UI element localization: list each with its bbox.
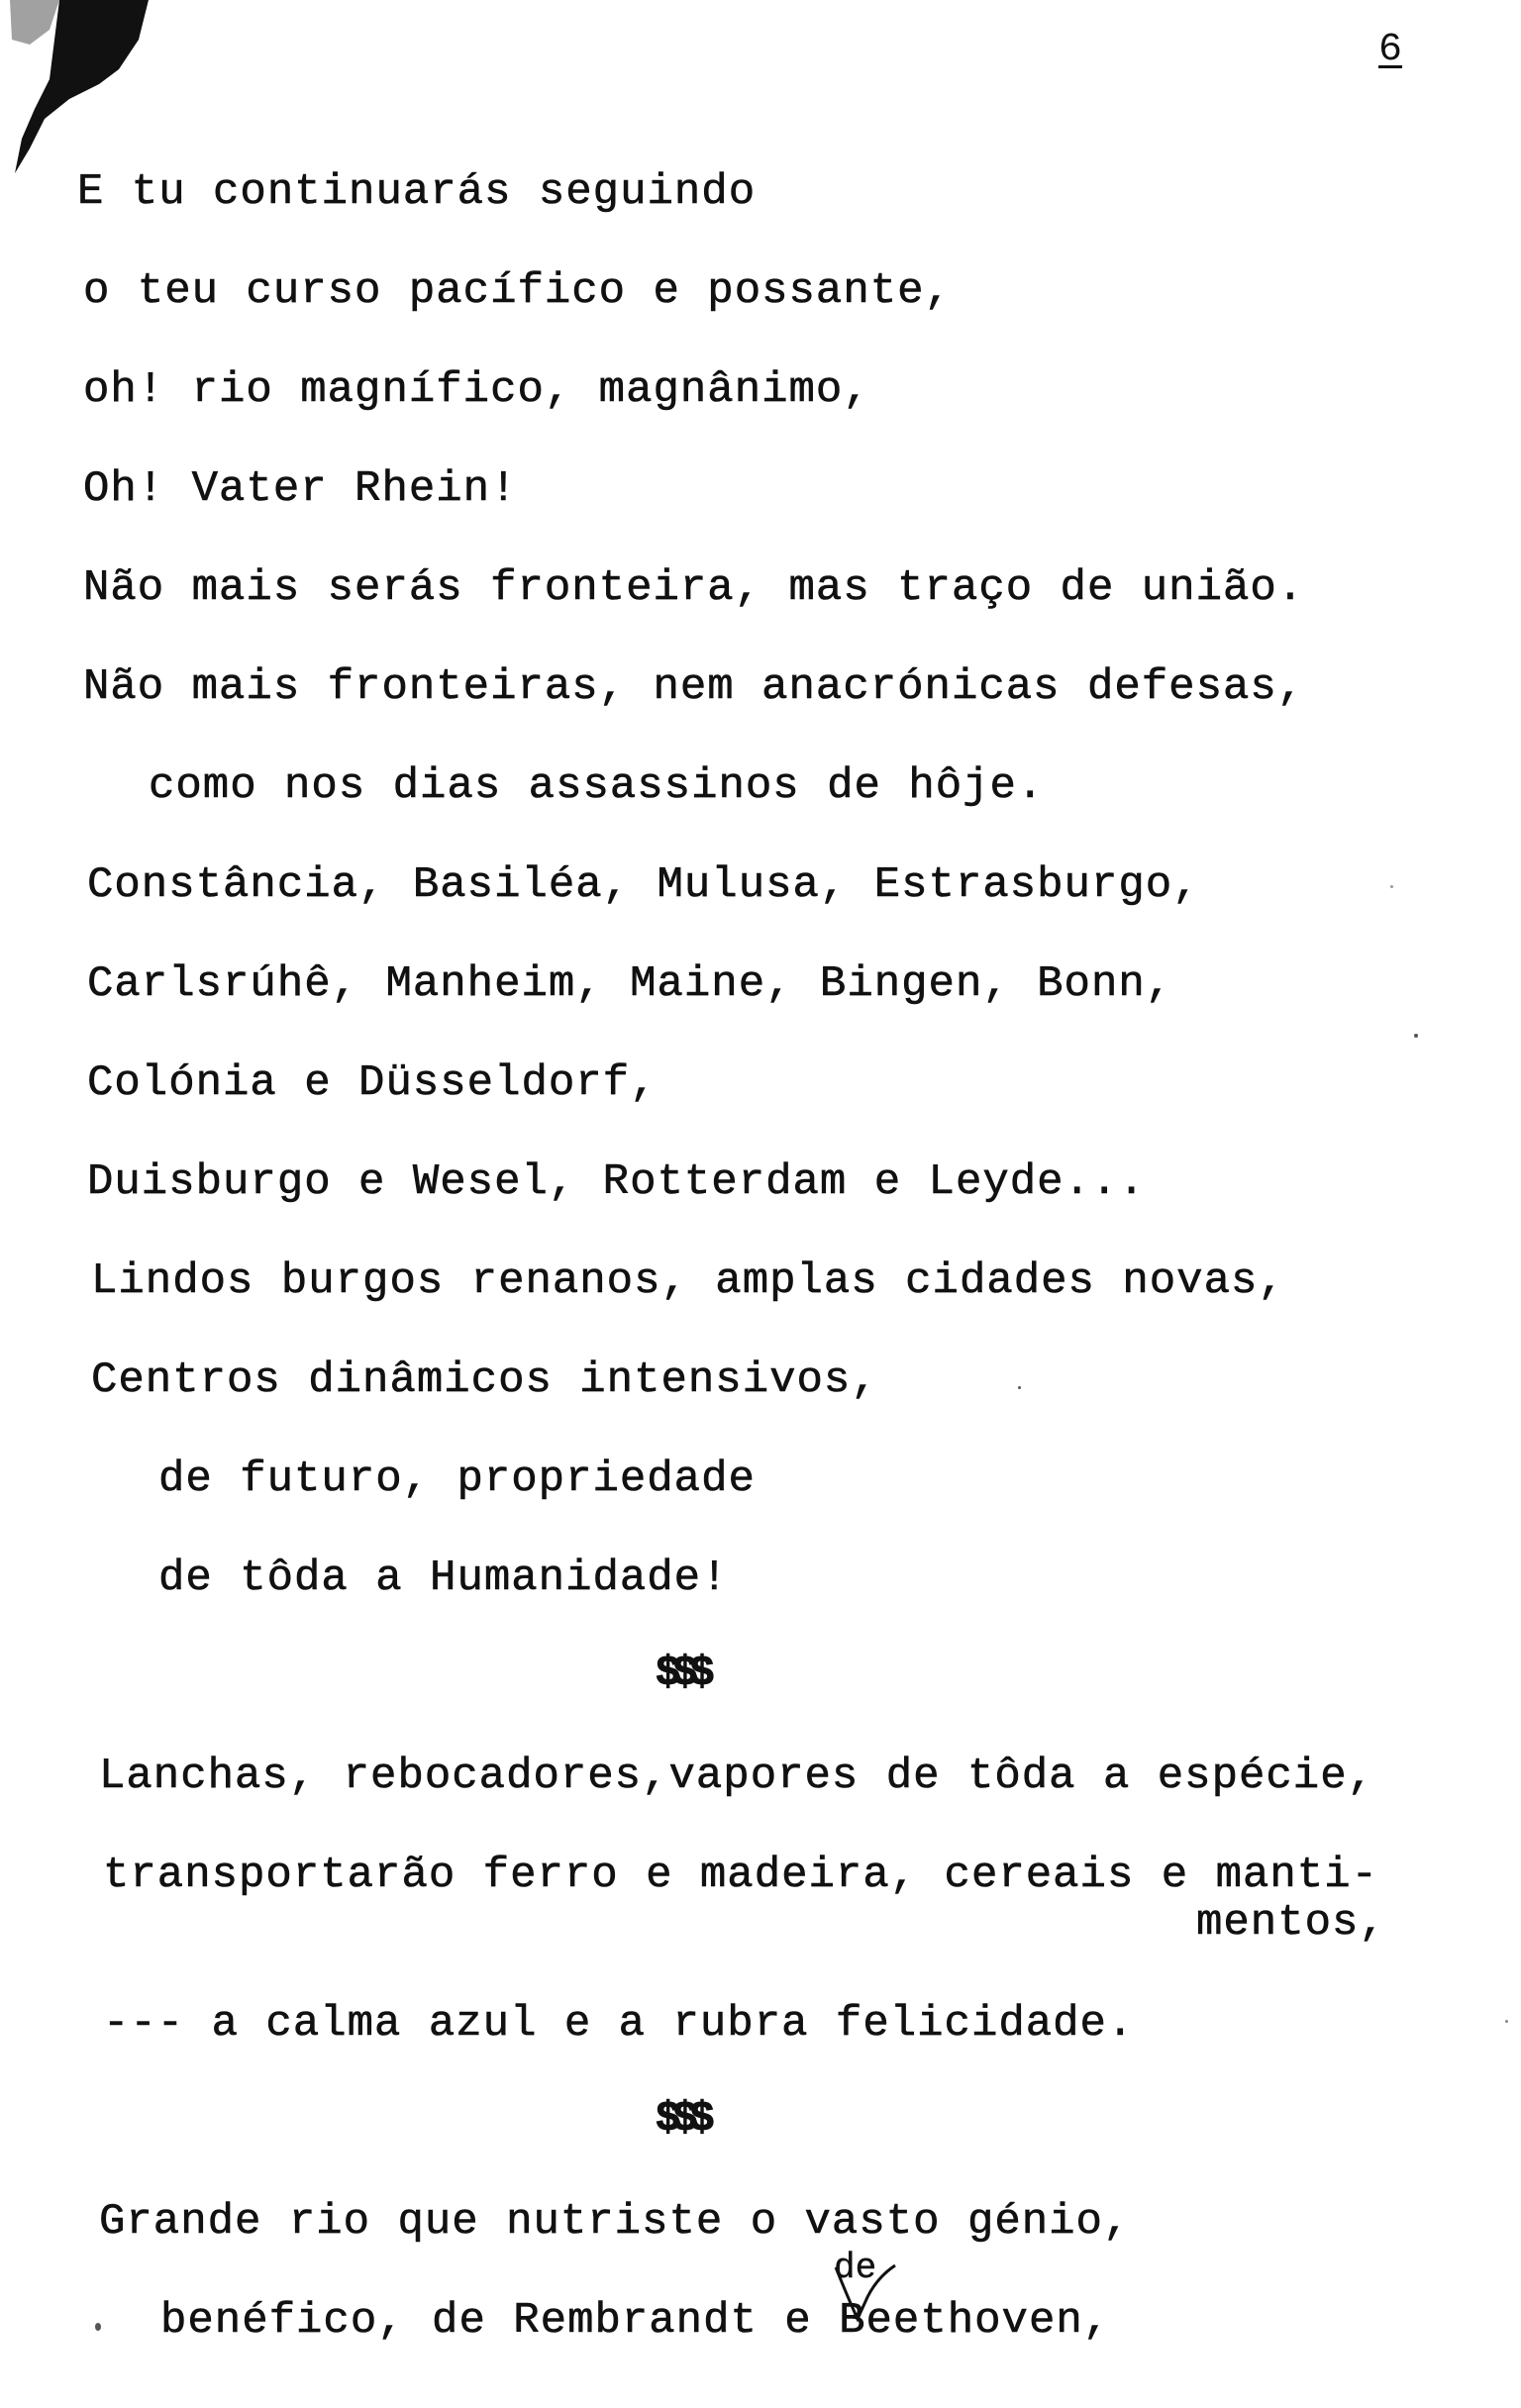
verse-line: Colónia e Düsseldorf, bbox=[87, 1058, 658, 1108]
verse-line: E tu continuarás seguindo bbox=[77, 167, 757, 217]
verse-line: --- a calma azul e a rubra felicidade. bbox=[103, 1999, 1135, 2049]
verse-line: de futuro, propriedade bbox=[158, 1455, 756, 1504]
ink-smudge bbox=[0, 0, 158, 178]
verse-line: Lanchas, rebocadores,vapores de tôda a espécie, bbox=[99, 1752, 1375, 1801]
verse-line: Não mais serás fronteira, mas traço de união. bbox=[83, 563, 1305, 613]
verse-line: de tôda a Humanidade! bbox=[158, 1554, 729, 1603]
verse-line: Não mais fronteiras, nem anacrónicas defesas, bbox=[83, 662, 1305, 712]
verse-line: Grande rio que nutriste o vasto génio, bbox=[99, 2197, 1131, 2247]
verse-line: Centros dinâmicos intensivos, bbox=[91, 1355, 878, 1405]
verse-line: mentos, bbox=[1196, 1898, 1386, 1948]
verse-line: Constância, Basiléa, Mulusa, Estrasburgo, bbox=[87, 860, 1200, 910]
verse-line: Carlsrúhê, Manheim, Maine, Bingen, Bonn, bbox=[87, 959, 1173, 1009]
verse-line: benéfico, de Rembrandt e Beethoven, bbox=[160, 2296, 1111, 2346]
caret-mark bbox=[828, 2258, 907, 2337]
verse-line: oh! rio magnífico, magnânimo, bbox=[83, 365, 870, 415]
section-separator: $$$ bbox=[656, 1650, 707, 1697]
handwritten-correction: de bbox=[834, 2248, 877, 2288]
verse-line: o teu curso pacífico e possante, bbox=[83, 266, 952, 316]
verse-line: Duisburgo e Wesel, Rotterdam e Leyde... bbox=[87, 1157, 1146, 1207]
verse-line: Lindos burgos renanos, amplas cidades novas, bbox=[91, 1256, 1285, 1306]
verse-line: Oh! Vater Rhein! bbox=[83, 464, 518, 514]
verse-line: como nos dias assassinos de hôje. bbox=[149, 761, 1045, 811]
paper-speck bbox=[1390, 885, 1393, 888]
paper-speck bbox=[1414, 1034, 1418, 1038]
page-number: 6 bbox=[1378, 28, 1403, 72]
verse-line: transportarão ferro e madeira, cereais e manti- bbox=[103, 1851, 1379, 1900]
paper-speck bbox=[1505, 2020, 1508, 2023]
section-separator: $$$ bbox=[656, 2095, 707, 2143]
paper-speck bbox=[1018, 1386, 1021, 1389]
paper-speck bbox=[95, 2323, 101, 2331]
